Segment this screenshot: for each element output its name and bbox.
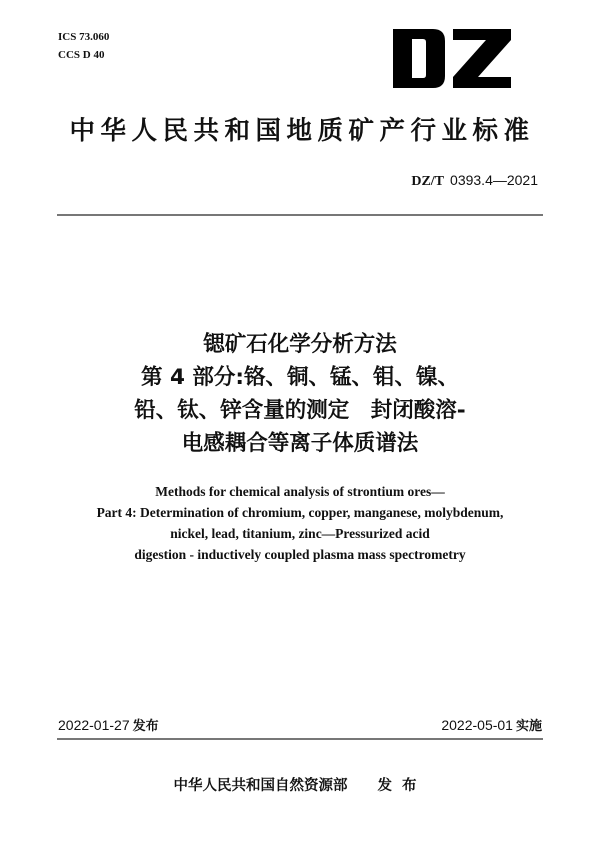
ics-code: ICS 73.060 — [58, 31, 110, 43]
chinese-title-line: 锶矿石化学分析方法 — [203, 332, 397, 357]
issuer-verb: 发布 — [377, 778, 427, 794]
english-title-line: nickel, lead, titanium, zinc—Pressurized acid — [170, 526, 430, 541]
implement-date — [441, 716, 542, 736]
footer-divider — [57, 738, 543, 740]
publish-date — [58, 716, 159, 736]
english-title — [0, 481, 600, 565]
english-title-line: digestion - inductively coupled plasma mass spectrometry — [134, 547, 466, 562]
english-title-line: Part 4: Determination of chromium, copper, manganese, molybdenum, — [96, 505, 504, 520]
english-title-line: Methods for chemical analysis of strontium ores— — [155, 484, 445, 499]
chinese-title-line: 电感耦合等离子体质谱法 — [181, 431, 419, 456]
issuer-name: 中华人民共和国自然资源部 — [173, 778, 348, 794]
implement-label: 实施 — [515, 719, 542, 734]
chinese-title-line: 第 4 部分:铬、铜、锰、钼、镍、 — [140, 365, 460, 390]
standard-number-value: 0393.4—2021 — [450, 172, 538, 188]
dz-logo-icon — [393, 29, 511, 88]
standard-number — [411, 170, 538, 192]
publish-date-value: 2022-01-27 — [58, 717, 130, 733]
header-divider — [57, 214, 543, 216]
dz-logo — [393, 29, 511, 88]
industry-standard-title: 中华人民共和国地质矿产行业标准 — [69, 116, 535, 146]
publish-label: 发布 — [132, 719, 159, 734]
issuer — [0, 776, 600, 796]
chinese-title — [0, 328, 600, 460]
standard-code: DZ/T — [411, 174, 445, 189]
implement-date-value: 2022-05-01 — [441, 717, 513, 733]
chinese-title-line: 铅、钛、锌含量的测定 封闭酸溶- — [134, 398, 466, 423]
ccs-code: CCS D 40 — [58, 49, 105, 61]
